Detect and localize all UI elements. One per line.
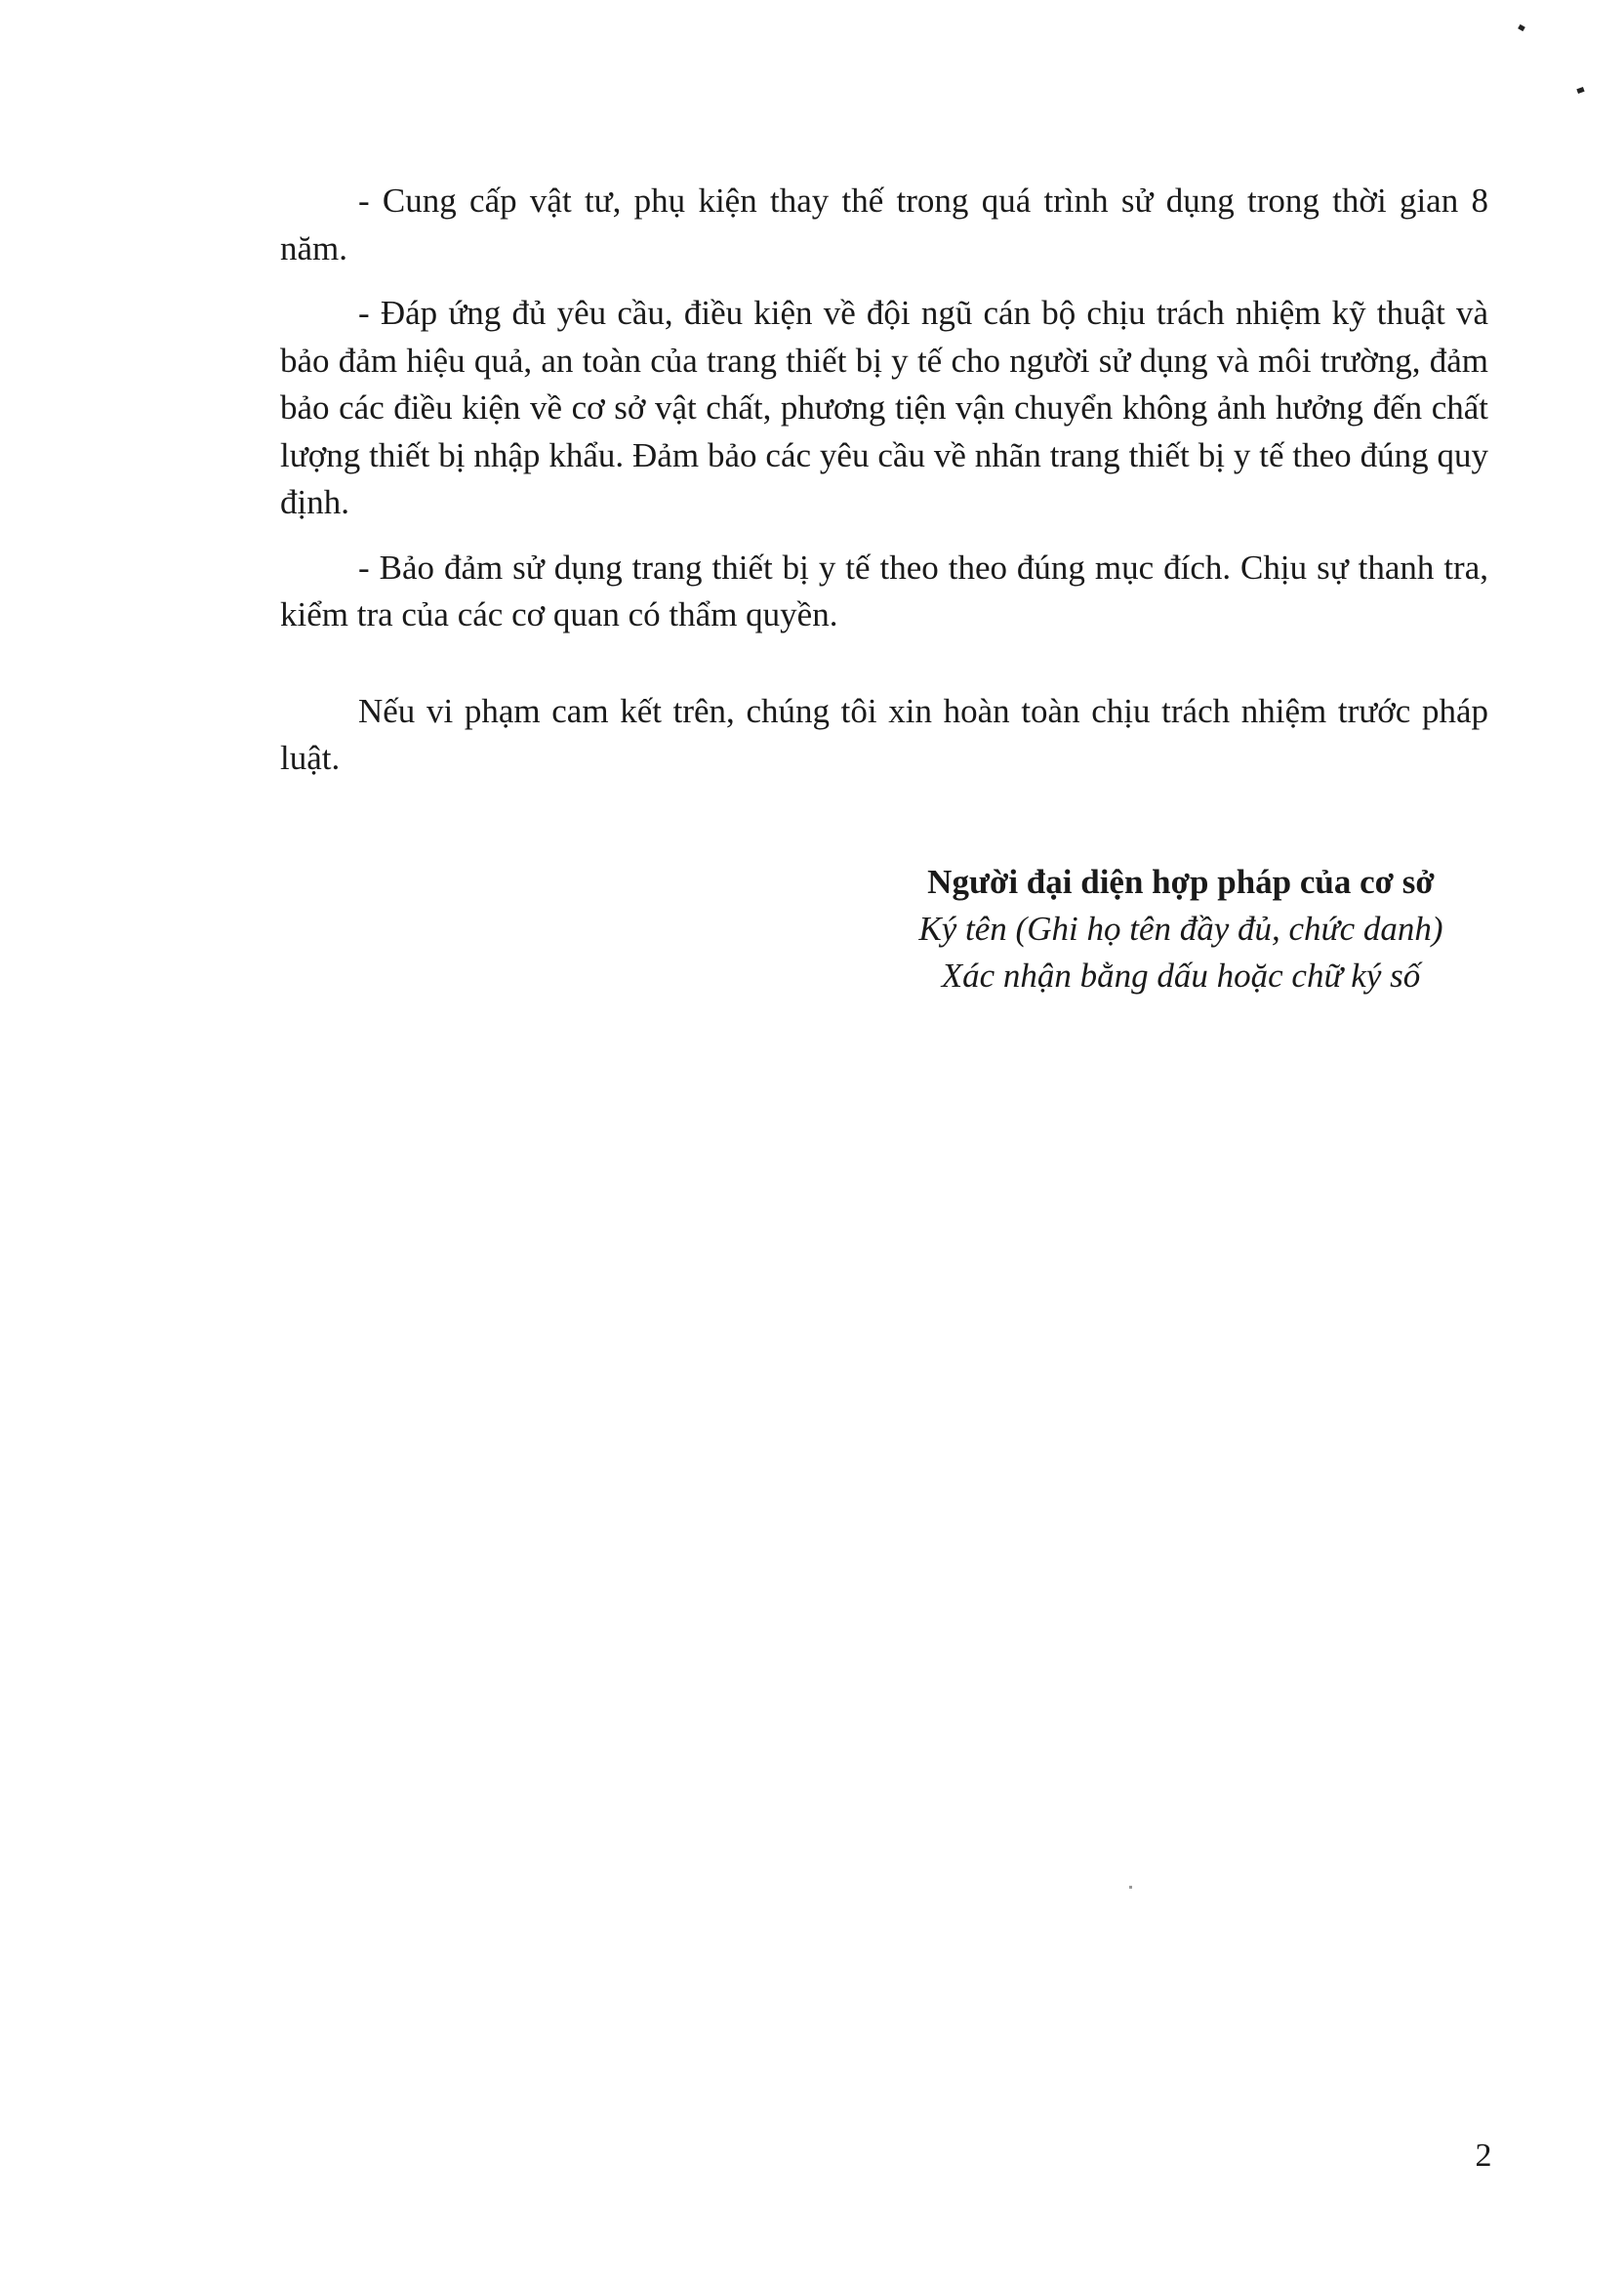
signature-confirmation: Xác nhận bằng dấu hoặc chữ ký số	[941, 957, 1421, 995]
signature-block	[859, 859, 1503, 999]
scan-speck	[1518, 24, 1525, 31]
document-body	[280, 178, 1488, 783]
scan-speck	[1129, 1886, 1132, 1889]
paragraph-requirements: - Đáp ứng đủ yêu cầu, điều kiện về đội ngũ cán bộ chịu trách nhiệm kỹ thuật và bảo đảm hiệu quả, an toàn của trang thiết bị y tế cho người sử dụng và môi trường, đảm bảo các điều kiện về cơ sở vật chất, phương tiện vận chuyển không ảnh hưởng đến chất lượng thiết bị nhập khẩu. Đảm bảo các yêu cầu về nhãn trang thiết bị y tế theo đúng quy định.	[280, 294, 1488, 521]
page-number: 2	[1475, 2138, 1492, 2174]
paragraph-usage: - Bảo đảm sử dụng trang thiết bị y tế theo theo đúng mục đích. Chịu sự thanh tra, kiểm tra của các cơ quan có thẩm quyền.	[280, 548, 1488, 633]
signature-title: Người đại diện hợp pháp của cơ sở	[927, 863, 1435, 901]
paragraph-supplies: - Cung cấp vật tư, phụ kiện thay thế trong quá trình sử dụng trong thời gian 8 năm.	[280, 182, 1488, 267]
scan-speck	[1576, 87, 1584, 94]
signature-instruction: Ký tên (Ghi họ tên đầy đủ, chức danh)	[918, 910, 1443, 948]
paragraph-commitment: Nếu vi phạm cam kết trên, chúng tôi xin hoàn toàn chịu trách nhiệm trước pháp luật.	[280, 691, 1488, 777]
